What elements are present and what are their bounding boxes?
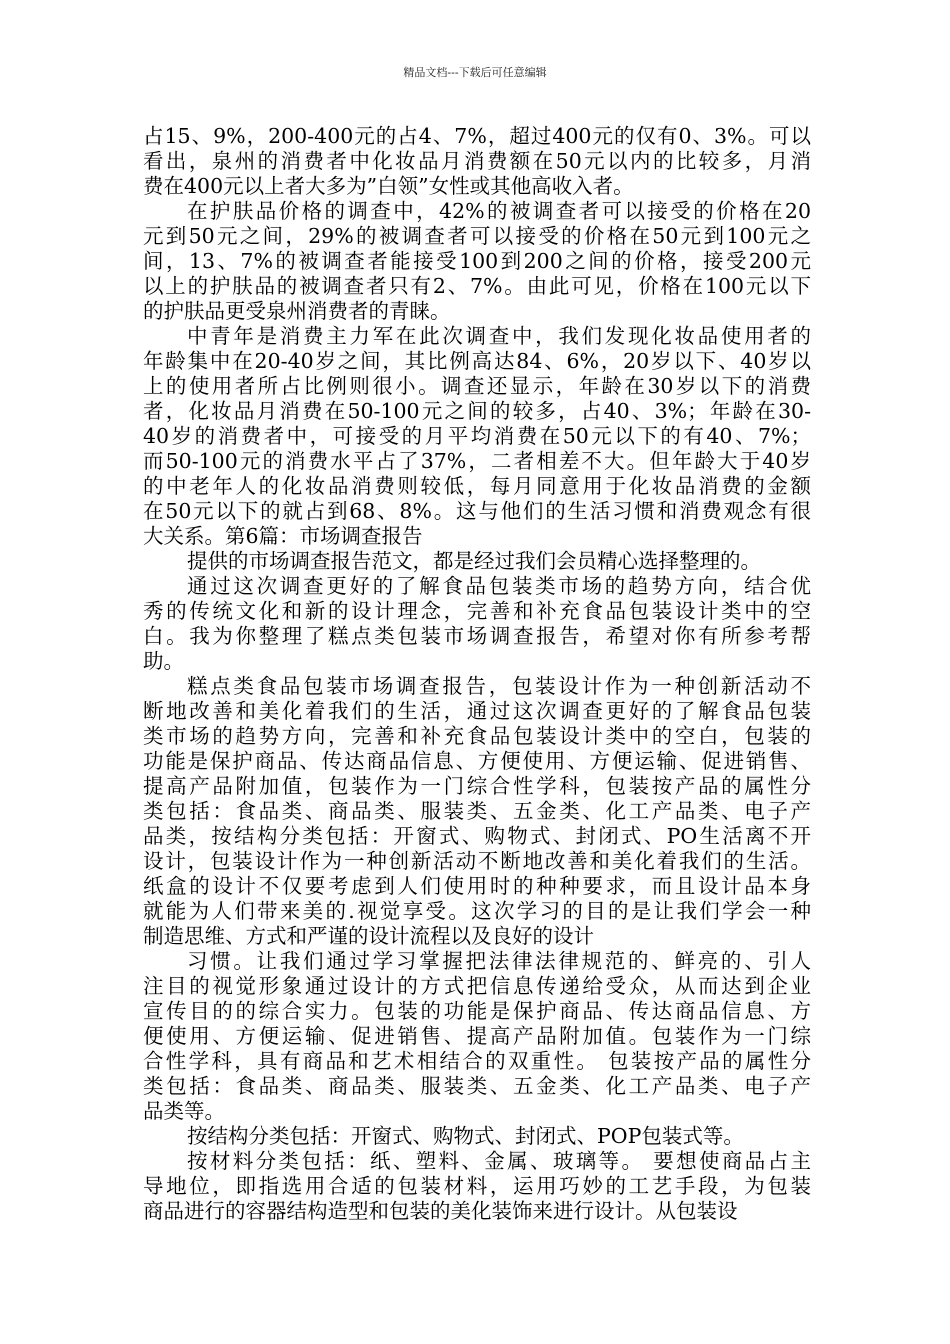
text-line: 看出，泉州的消费者中化妆品月消费额在50元以内的比较多，月消	[143, 149, 811, 173]
text-line: 纸盒的设计不仅要考虑到人们使用时的种种要求，而且设计品本身	[143, 874, 811, 898]
text-line: 在护肤品价格的调查中，42%的被调查者可以接受的价格在20	[187, 199, 811, 223]
text-line: 断地改善和美化着我们的生活，通过这次调查更好的了解食品包装	[143, 699, 811, 723]
text-line: 导地位，即指选用合适的包装材料，运用巧妙的工艺手段，为包装	[143, 1174, 811, 1198]
text-line: 通过这次调查更好的了解食品包装类市场的趋势方向，结合优	[187, 574, 811, 598]
text-line: 在50元以下的就占到68、8%。这与他们的生活习惯和消费观念有很	[143, 499, 811, 523]
paragraph	[143, 949, 811, 1124]
text-line: 大关系。第6篇：市场调查报告	[143, 524, 423, 548]
text-line: 间，13、7%的被调查者能接受100到200之间的价格，接受200元	[143, 249, 811, 273]
text-line: 就能为人们带来美的.视觉享受。这次学习的目的是让我们学会一种	[143, 899, 811, 923]
paragraph	[143, 1124, 811, 1149]
text-line: 助。	[143, 649, 184, 673]
paragraph	[143, 324, 811, 549]
text-line: 按结构分类包括：开窗式、购物式、封闭式、POP包装式等。	[187, 1124, 744, 1148]
paragraph	[143, 574, 811, 674]
text-line: 白。我为你整理了糕点类包装市场调查报告，希望对你有所参考帮	[143, 624, 811, 648]
text-line: 设计，包装设计作为一种创新活动不断地改善和美化着我们的生活。	[143, 849, 811, 873]
text-line: 而50-100元的消费水平占了37%，二者相差不大。但年龄大于40岁	[143, 449, 811, 473]
paragraph	[143, 674, 811, 949]
text-line: 40岁的消费者中，可接受的月平均消费在50元以下的有40、7%；	[143, 424, 811, 448]
text-line: 中青年是消费主力军在此次调查中，我们发现化妆品使用者的	[187, 324, 811, 348]
text-line: 类包括：食品类、商品类、服装类、五金类、化工产品类、电子产	[143, 1074, 811, 1098]
text-line: 合性学科，具有商品和艺术相结合的双重性。 包装按产品的属性分	[143, 1049, 811, 1073]
text-line: 类市场的趋势方向，完善和补充食品包装设计类中的空白，包装的	[143, 724, 811, 748]
text-line: 年龄集中在20-40岁之间，其比例高达84、6%，20岁以下、40岁以	[143, 349, 811, 373]
document-body	[143, 124, 811, 1224]
text-line: 习惯。让我们通过学习掌握把法律法律规范的、鲜亮的、引人	[187, 949, 811, 973]
text-line: 占15、9%，200-400元的占4、7%，超过400元的仅有0、3%。可以	[143, 124, 811, 148]
text-line: 注目的视觉形象通过设计的方式把信息传递给受众，从而达到企业	[143, 974, 811, 998]
text-line: 提高产品附加值，包装作为一门综合性学科，包装按产品的属性分	[143, 774, 811, 798]
text-line: 糕点类食品包装市场调查报告，包装设计作为一种创新活动不	[187, 674, 811, 698]
text-line: 的护肤品更受泉州消费者的青睐。	[143, 299, 451, 323]
text-line: 上的使用者所占比例则很小。调查还显示，年龄在30岁以下的消费	[143, 374, 811, 398]
text-line: 元到50元之间，29%的被调查者可以接受的价格在50元到100元之	[143, 224, 811, 248]
text-line: 便使用、方便运输、促进销售、提高产品附加值。包装作为一门综	[143, 1024, 811, 1048]
paragraph	[143, 1149, 811, 1224]
text-line: 提供的市场调查报告范文，都是经过我们会员精心选择整理的。	[187, 549, 761, 573]
text-line: 类包括：食品类、商品类、服装类、五金类、化工产品类、电子产	[143, 799, 811, 823]
paragraph	[143, 549, 811, 574]
text-line: 费在400元以上者大多为”白领”女性或其他高收入者。	[143, 174, 634, 198]
paragraph	[143, 124, 811, 199]
text-line: 宣传目的的综合实力。包装的功能是保护商品、传达商品信息、方	[143, 999, 811, 1023]
page-header: 精品文档---下载后可任意编辑	[403, 66, 547, 79]
text-line: 品类等。	[143, 1099, 225, 1123]
text-line: 者，化妆品月消费在50-100元之间的较多，占40、3%；年龄在30-	[143, 399, 811, 423]
text-line: 以上的护肤品的被调查者只有2、7%。由此可见，价格在100元以下	[143, 274, 811, 298]
text-line: 按材料分类包括：纸、塑料、金属、玻璃等。 要想使商品占主	[187, 1149, 811, 1173]
text-line: 商品进行的容器结构造型和包装的美化装饰来进行设计。从包装设	[143, 1199, 738, 1223]
text-line: 的中老年人的化妆品消费则较低，每月同意用于化妆品消费的金额	[143, 474, 811, 498]
paragraph	[143, 199, 811, 324]
text-line: 秀的传统文化和新的设计理念，完善和补充食品包装设计类中的空	[143, 599, 811, 623]
text-line: 品类，按结构分类包括：开窗式、购物式、封闭式、PO生活离不开	[143, 824, 811, 848]
text-line: 制造思维、方式和严谨的设计流程以及良好的设计	[143, 924, 594, 948]
text-line: 功能是保护商品、传达商品信息、方便使用、方便运输、促进销售、	[143, 749, 811, 773]
